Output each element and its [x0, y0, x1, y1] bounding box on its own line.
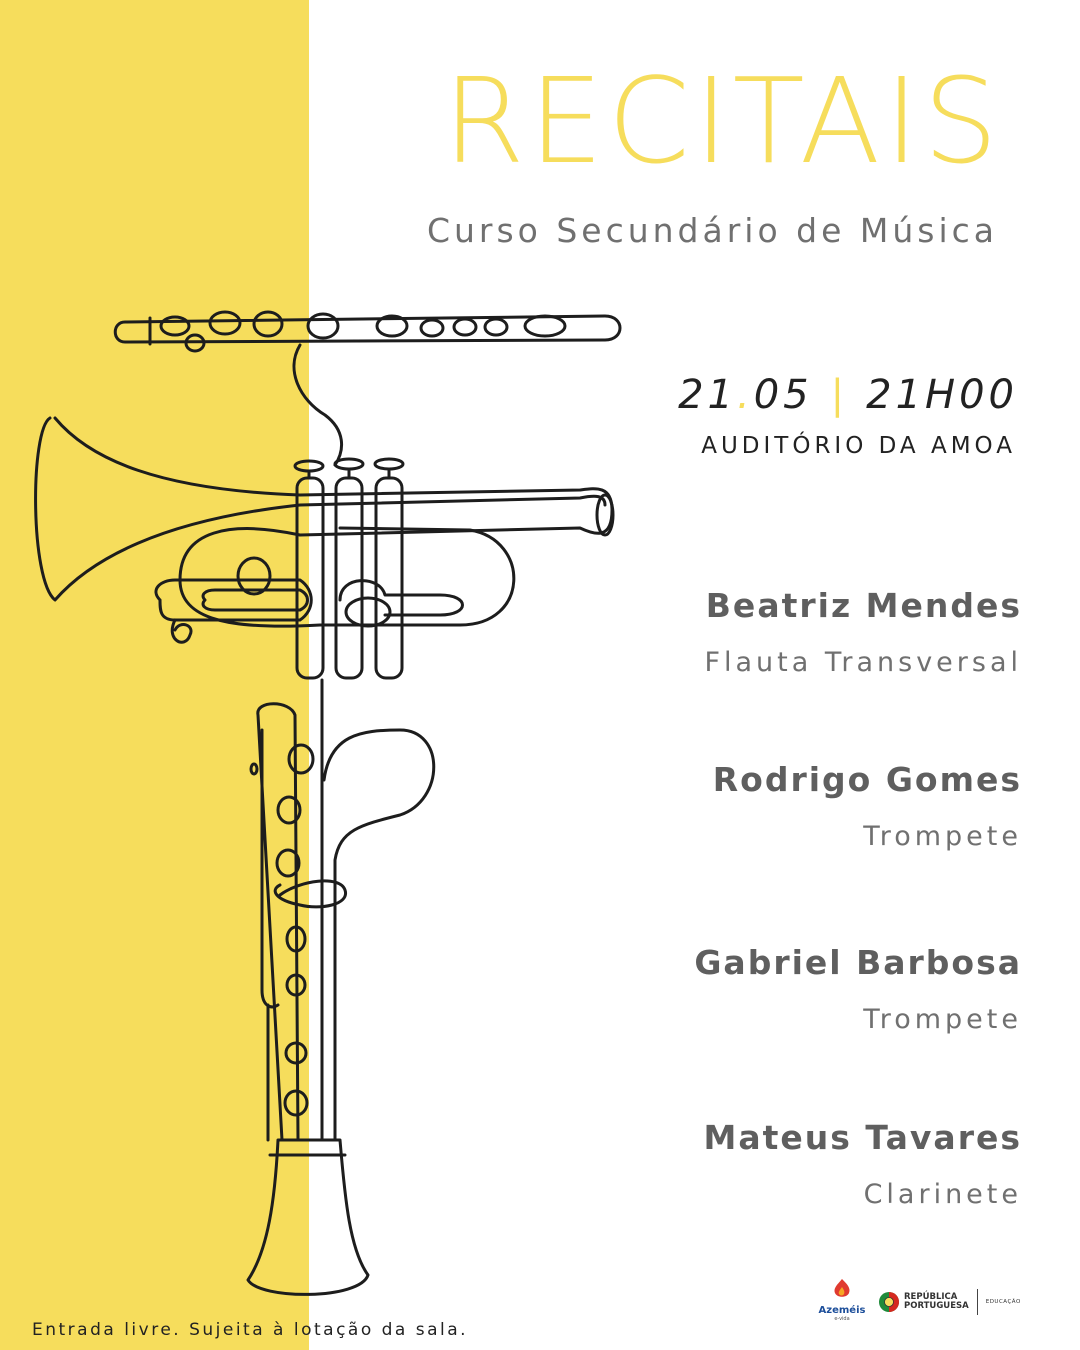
performer-entry	[704, 586, 1022, 678]
performer-entry	[713, 760, 1022, 852]
azemeis-label: Azeméis	[818, 1305, 866, 1316]
date-time-separator: |	[830, 372, 849, 418]
azemeis-sublabel: e-vida	[834, 1316, 850, 1322]
footer-note: Entrada livre. Sujeita à lotação da sala.	[32, 1320, 469, 1340]
republica-portuguesa-logo-icon	[878, 1284, 1021, 1320]
performer-instrument: Trompete	[863, 821, 1022, 852]
date-day: 21	[678, 372, 738, 418]
education-label: EDUCAÇÃO	[985, 1299, 1021, 1305]
clarinet-drawing	[248, 680, 434, 1294]
performer-name: Mateus Tavares	[703, 1118, 1022, 1157]
republica-line1: REPÚBLICA	[904, 1291, 958, 1302]
performer-instrument: Trompete	[863, 1004, 1022, 1035]
flute-drawing	[115, 312, 620, 465]
performer-entry	[704, 1118, 1023, 1210]
republica-text	[904, 1293, 969, 1312]
sponsor-logos	[812, 1278, 1042, 1328]
republica-line2: PORTUGUESA	[904, 1301, 969, 1311]
event-time: 21H00	[866, 372, 1018, 418]
performer-entry	[694, 943, 1022, 1035]
performer-name: Rodrigo Gomes	[712, 760, 1022, 799]
date-month: 05	[753, 372, 813, 418]
azemeis-logo-icon	[812, 1278, 872, 1326]
portuguese-flag-emblem-icon	[878, 1289, 900, 1315]
performer-instrument: Clarinete	[863, 1179, 1022, 1210]
date-dot: .	[737, 372, 754, 418]
performer-name: Beatriz Mendes	[705, 586, 1022, 625]
event-datetime	[678, 372, 1018, 418]
subtitle: Curso Secundário de Música	[426, 211, 998, 250]
event-venue: AUDITÓRIO DA AMOA	[701, 433, 1016, 459]
trumpet-drawing	[36, 418, 613, 678]
logo-divider	[977, 1289, 978, 1315]
performer-name: Gabriel Barbosa	[694, 943, 1022, 982]
performer-instrument: Flauta Transversal	[704, 647, 1022, 678]
page-title: RECITAIS	[442, 52, 1002, 190]
azemeis-flame-icon	[829, 1278, 855, 1300]
